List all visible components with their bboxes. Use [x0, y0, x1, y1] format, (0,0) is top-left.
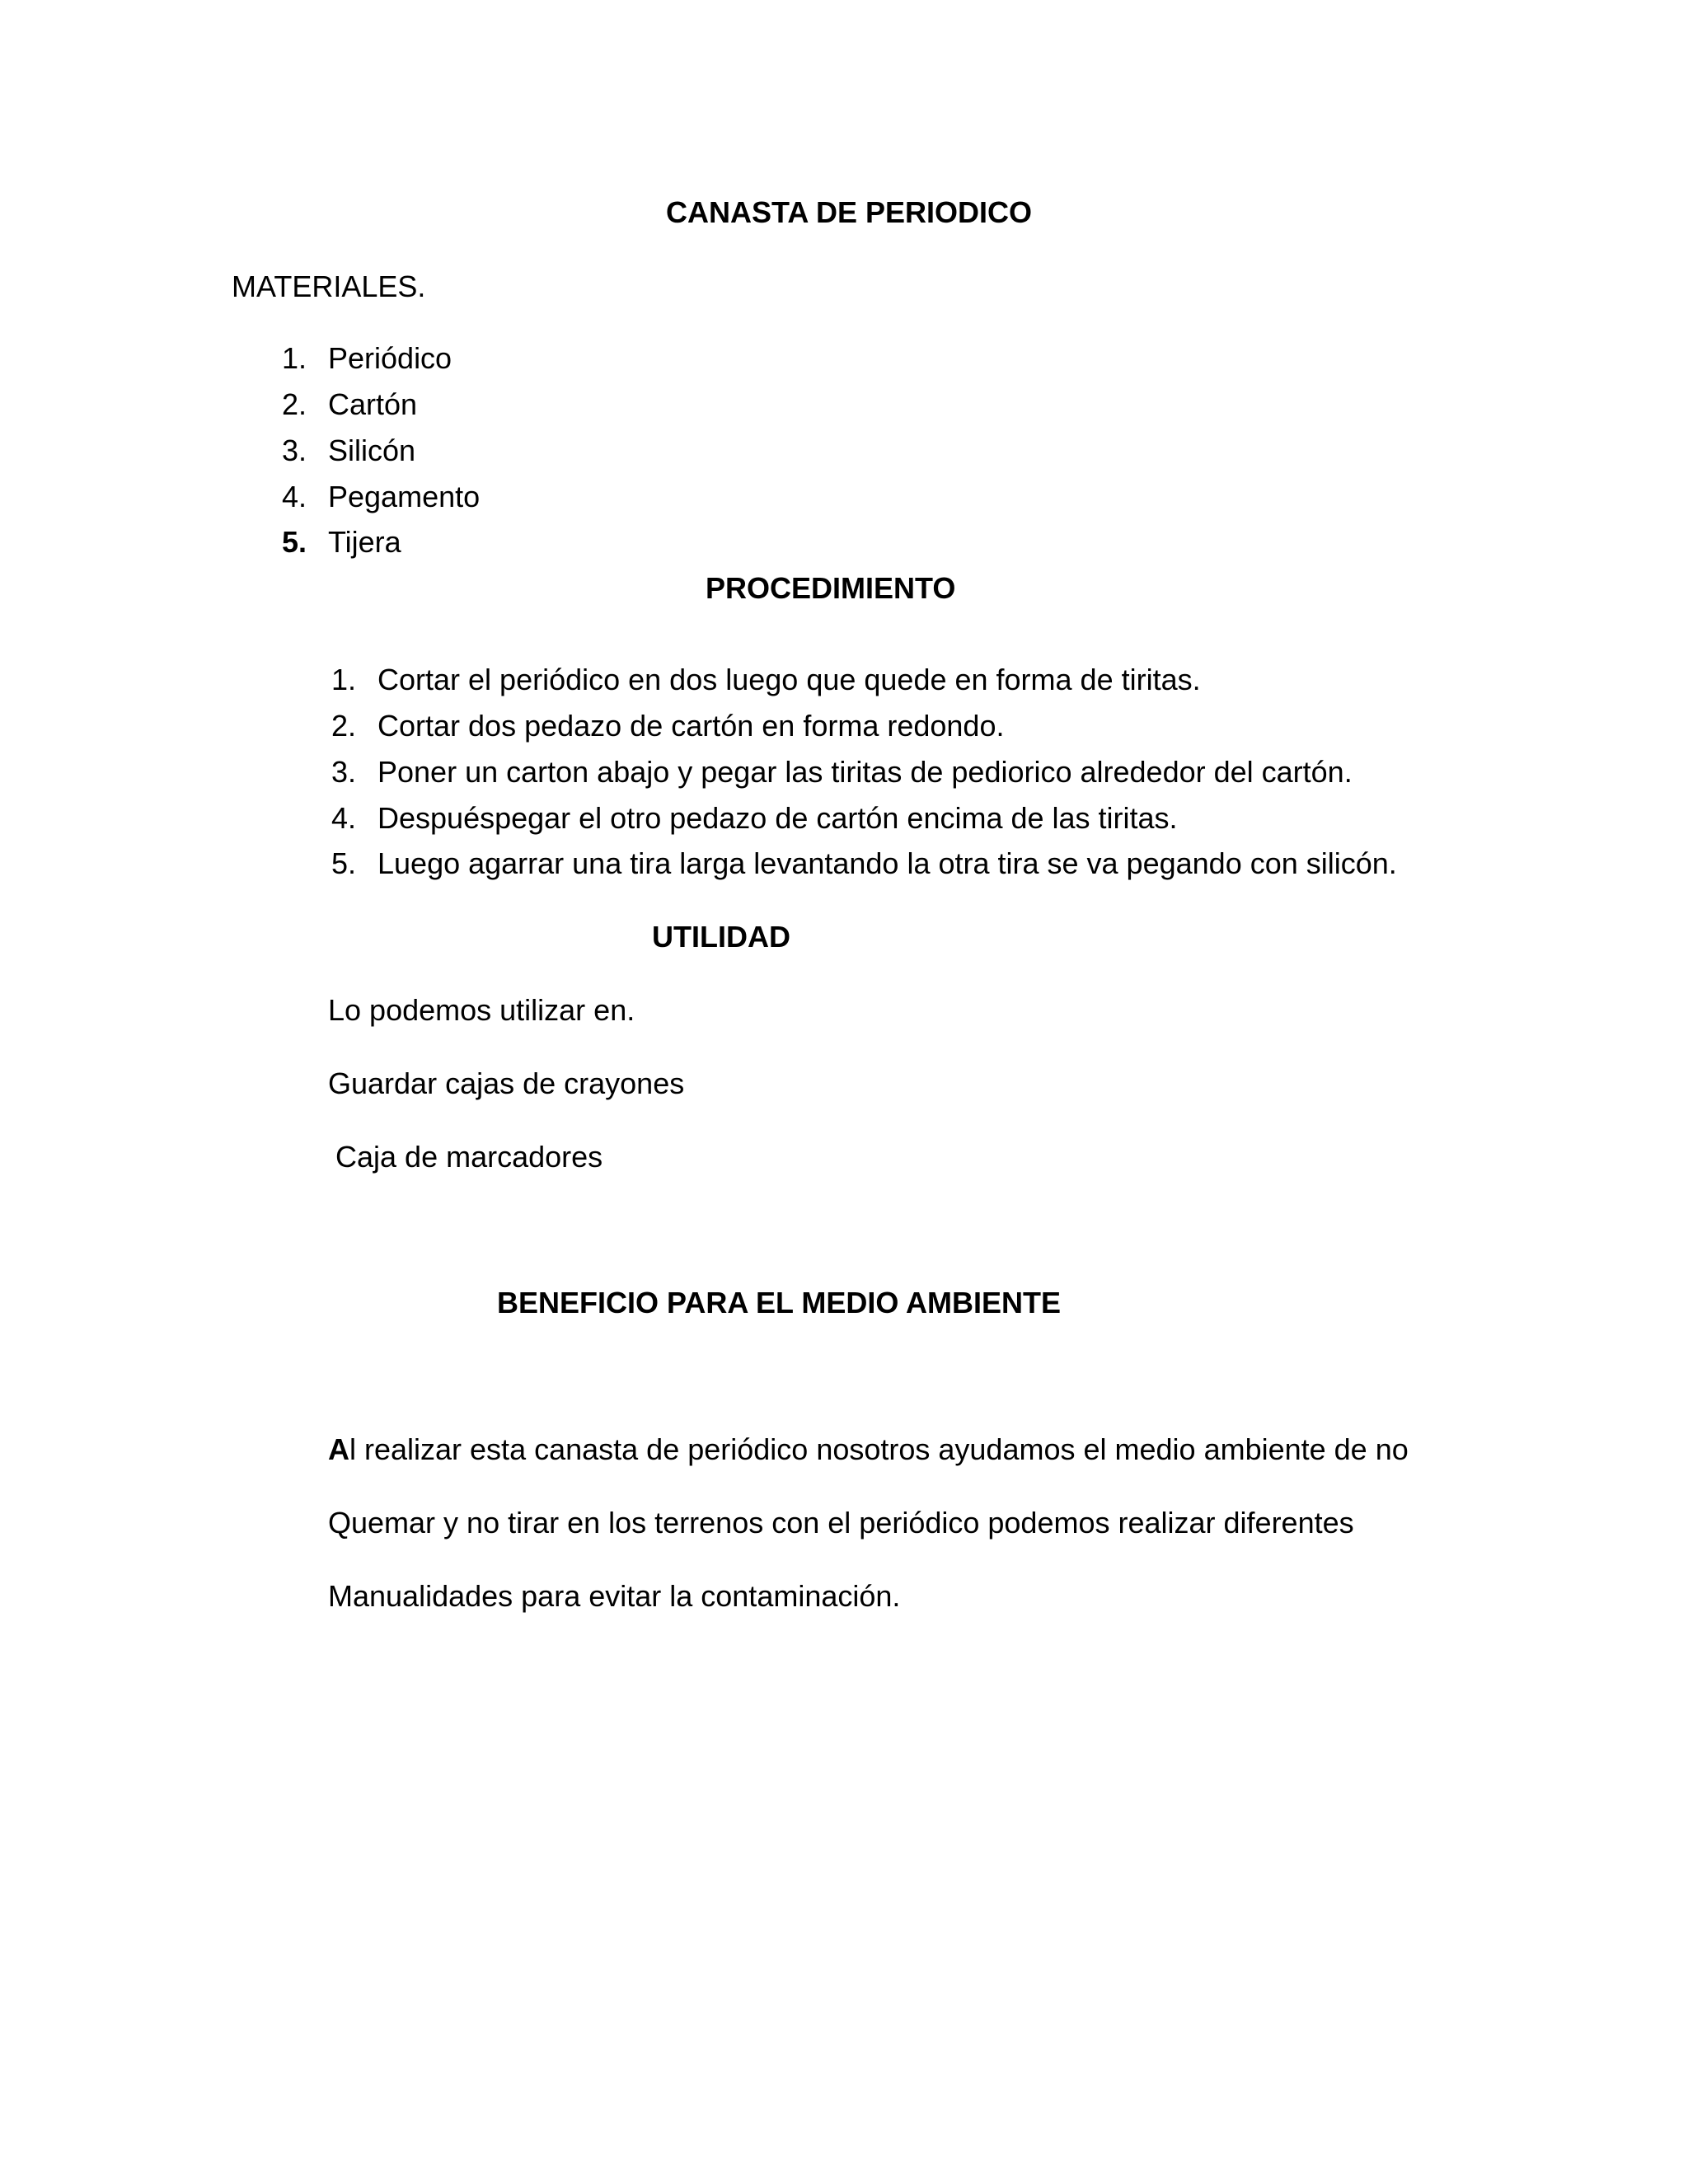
- list-item: Tijera: [328, 525, 401, 559]
- benefit-line: Quemar y no tirar en los terrenos con el periódico podemos realizar diferentes: [328, 1506, 1354, 1540]
- document-title: CANASTA DE PERIODICO: [666, 195, 1033, 229]
- procedure-heading: PROCEDIMIENTO: [706, 571, 956, 605]
- benefit-line: [328, 1432, 1409, 1468]
- list-item: Poner un carton abajo y pegar las tiritas de pediorico alrededor del cartón.: [377, 755, 1353, 789]
- list-item-number: 5.: [281, 525, 307, 559]
- list-item-number: 1.: [281, 341, 307, 375]
- benefit-line-text: l realizar esta canasta de periódico nosotros ayudamos el medio ambiente de no: [349, 1432, 1409, 1466]
- list-item-number: 2.: [331, 709, 356, 743]
- utility-line: Guardar cajas de crayones: [328, 1066, 685, 1100]
- utility-line: Caja de marcadores: [335, 1140, 603, 1174]
- drop-letter: A: [328, 1432, 349, 1466]
- list-item: Periódico: [328, 341, 452, 375]
- materials-label: MATERIALES.: [232, 269, 426, 303]
- list-item: Silicón: [328, 434, 416, 467]
- list-item: Cartón: [328, 387, 418, 421]
- utility-heading: UTILIDAD: [652, 920, 790, 954]
- list-item-number: 3.: [281, 434, 307, 467]
- benefit-line: Manualidades para evitar la contaminación.: [328, 1579, 901, 1613]
- benefit-heading: BENEFICIO PARA EL MEDIO AMBIENTE: [497, 1286, 1062, 1319]
- list-item-number: 4.: [331, 801, 356, 835]
- list-item: Cortar el periódico en dos luego que quede en forma de tiritas.: [377, 663, 1201, 696]
- list-item-number: 5.: [331, 846, 356, 880]
- list-item: Cortar dos pedazo de cartón en forma redondo.: [377, 709, 1005, 743]
- list-item-number: 3.: [331, 755, 356, 789]
- list-item-number: 4.: [281, 480, 307, 513]
- list-item-number: 1.: [331, 663, 356, 696]
- list-item-number: 2.: [281, 387, 307, 421]
- utility-line: Lo podemos utilizar en.: [328, 993, 635, 1027]
- list-item: Despuéspegar el otro pedazo de cartón encima de las tiritas.: [377, 801, 1178, 835]
- list-item: Pegamento: [328, 480, 481, 513]
- list-item: Luego agarrar una tira larga levantando la otra tira se va pegando con silicón.: [377, 846, 1397, 880]
